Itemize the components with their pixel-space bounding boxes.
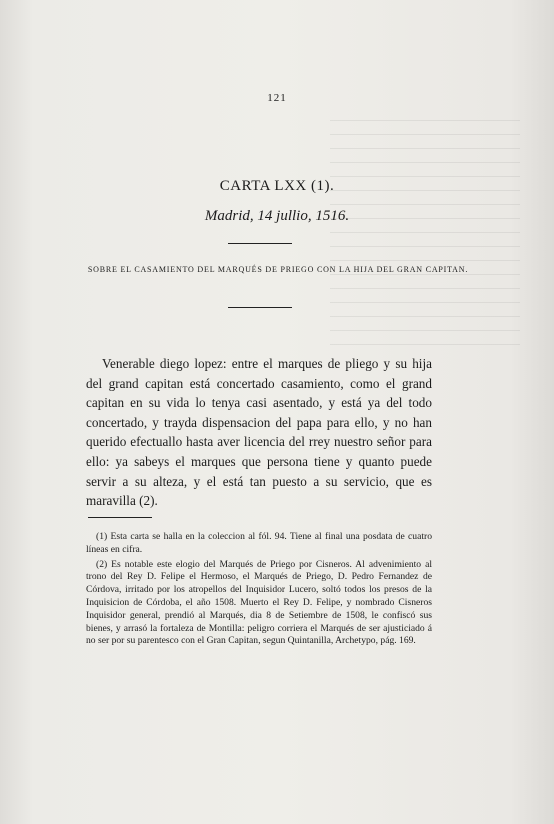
letter-subject: SOBRE EL CASAMIENTO DEL MARQUÉS DE PRIEGO CON LA HIJA DEL GRAN CAPITAN. (87, 265, 469, 274)
letter-dateline: Madrid, 14 jullio, 1516. (204, 208, 350, 224)
separator-rule (228, 307, 292, 308)
letter-title: CARTA LXX (1). (219, 178, 335, 194)
letter-body: Venerable diego lopez: entre el marques de pliego y su hija del grand capitan está concertado casamiento, como el grand capitan en su vida lo tenya casi asentado, y está ya del todo concertado, y trayda dispensacion del papa para ello, y no han querido efectuallo hasta aver licencia del rrey nuestro señor para ello: ya sabeys el marques que persona tiene y quanto puede servir a su alteza, y el está tan puesto a su servicio, que es maravilla (2). (86, 356, 432, 509)
footnote-2: (2) Es notable este elogio del Marqués de Priego por Cisneros. Al advenimiento al trono del Rey D. Felipe el Hermoso, el Marqués de Priego, D. Pedro Fernandez de Córdova, irritado por los atropellos del Inquisidor Lucero, soltó todos los presos de la Inquisicion de Córdoba, el año 1508. Muerto el Rey D. Felipe, y nombrado Cisneros Inquisidor general, prendió al Marqués, dia 8 de Setiembre de 1508, le confiscó sus bienes, y arrasó la fortaleza de Montilla: peligro corriera el Marqués de ser ajusticiado á no ser por su parentesco con el Gran Capitan, segun Quintanilla, Archetypo, pág. 169. (86, 558, 432, 647)
separator-rule (228, 243, 292, 244)
footnotes (86, 531, 432, 650)
footnote-1: (1) Esta carta se halla en la coleccion al fól. 94. Tiene al final una posdata de cuatro líneas en cifra. (86, 531, 432, 555)
bleed-through-text (330, 110, 520, 350)
page-number: 121 (267, 92, 287, 104)
footnote-rule (88, 517, 152, 518)
